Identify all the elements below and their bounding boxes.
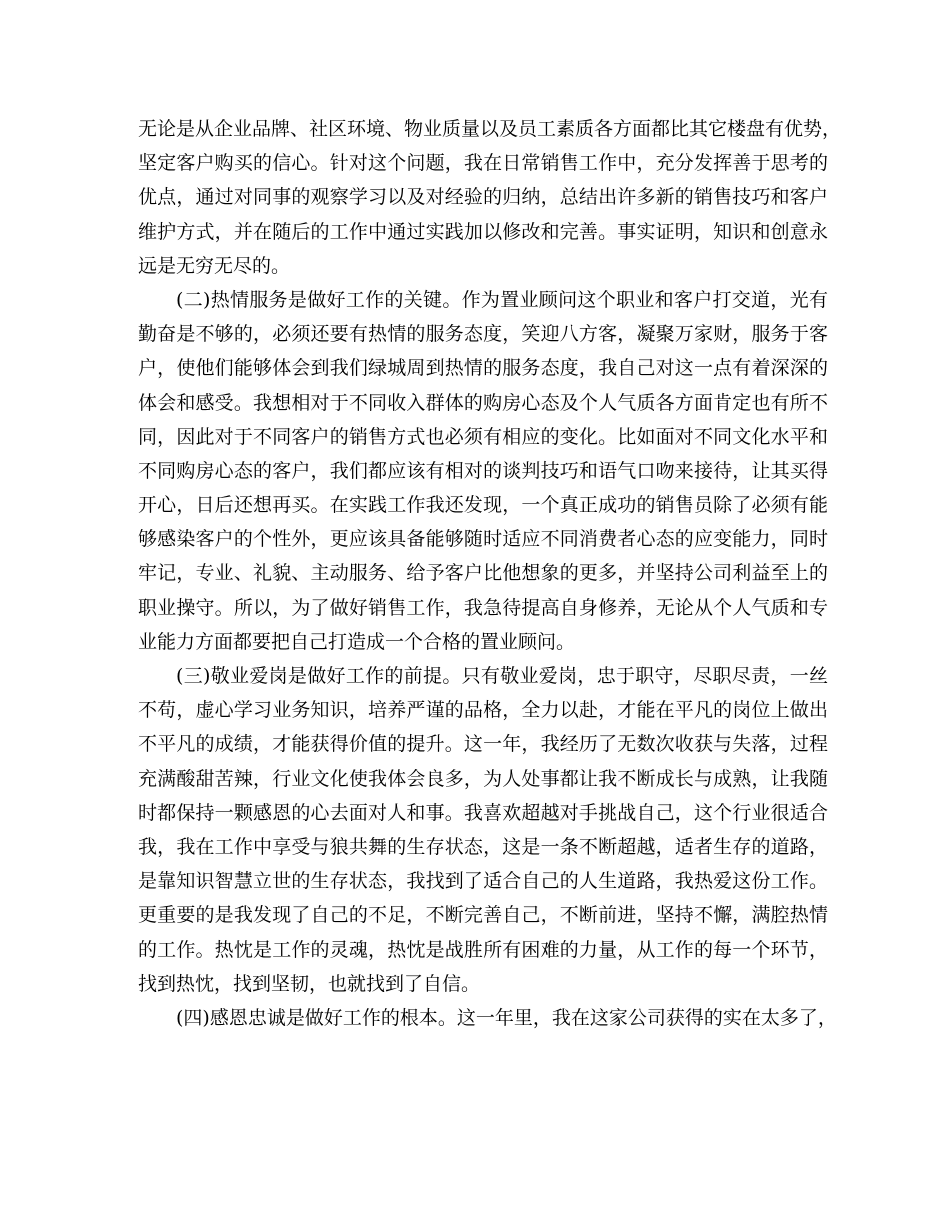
document-line: 找到热忱，找到坚韧，也就找到了自信。	[138, 972, 481, 995]
document-line: 优点，通过对同事的观察学习以及对经验的归纳，总结出许多新的销售技巧和客户	[138, 186, 828, 209]
document-line: 我，我在工作中享受与狼共舞的生存状态，这是一条不断超越，适者生存的道路，	[138, 835, 828, 858]
document-line: 户，使他们能够体会到我们绿城周到热情的服务态度，我自己对这一点有着深深的	[138, 357, 828, 380]
document-line: 充满酸甜苦辣，行业文化使我体会良多，为人处事都让我不断成长与成熟，让我随	[138, 767, 828, 790]
document-line: 无论是从企业品牌、社区环境、物业质量以及员工素质各方面都比其它楼盘有优势，	[138, 118, 842, 140]
document-line: 坚定客户购买的信心。针对这个问题，我在日常销售工作中，充分发挥善于思考的	[138, 152, 828, 175]
document-line: (三)敬业爱岗是做好工作的前提。只有敬业爱岗，忠于职守，尽职尽责，一丝	[176, 665, 828, 687]
document-line: 维护方式，并在随后的工作中通过实践加以修改和完善。事实证明，知识和创意永	[138, 220, 828, 243]
document-line: 的工作。热忱是工作的灵魂，热忱是战胜所有困难的力量，从工作的每一个环节，	[138, 938, 828, 961]
document-line: 时都保持一颗感恩的心去面对人和事。我喜欢超越对手挑战自己，这个行业很适合	[138, 801, 828, 824]
document-line: 不苟，虚心学习业务知识，培养严谨的品格，全力以赴，才能在平凡的岗位上做出	[138, 699, 828, 722]
document-line: 不同购房心态的客户，我们都应该有相对的谈判技巧和语气口吻来接待，让其买得	[138, 459, 828, 482]
document-line: 牢记，专业、礼貌、主动服务、给予客户比他想象的更多，并坚持公司利益至上的	[138, 562, 828, 585]
document-line: 职业操守。所以，为了做好销售工作，我急待提高自身修养，无论从个人气质和专	[138, 596, 828, 619]
document-line: 不平凡的成绩，才能获得价值的提升。这一年，我经历了无数次收获与失落，过程	[138, 733, 828, 756]
document-body	[138, 112, 842, 1035]
document-line: 够感染客户的个性外，更应该具备能够随时适应不同消费者心态的应变能力，同时	[138, 528, 828, 551]
document-line: 开心，日后还想再买。在实践工作我还发现，一个真正成功的销售员除了必须有能	[138, 494, 828, 517]
document-line: 业能力方面都要把自己打造成一个合格的置业顾问。	[138, 630, 576, 653]
document-line: 更重要的是我发现了自己的不足，不断完善自己，不断前进，坚持不懈，满腔热情	[138, 904, 828, 927]
document-line: (二)热情服务是做好工作的关键。作为置业顾问这个职业和客户打交道，光有	[176, 288, 828, 311]
document-line: 同，因此对于不同客户的销售方式也必须有相应的变化。比如面对不同文化水平和	[138, 425, 828, 448]
document-line: 体会和感受。我想相对于不同收入群体的购房心态及个人气质各方面肯定也有所不	[138, 391, 828, 414]
document-line: 远是无穷无尽的。	[138, 254, 291, 277]
document-line: 是靠知识智慧立世的生存状态，我找到了适合自己的人生道路，我热爱这份工作。	[138, 870, 828, 893]
document-line: (四)感恩忠诚是做好工作的根本。这一年里，我在这家公司获得的实在太多了，	[176, 1006, 837, 1029]
document-line: 勤奋是不够的，必须还要有热情的服务态度，笑迎八方客，凝聚万家财，服务于客	[138, 323, 828, 346]
